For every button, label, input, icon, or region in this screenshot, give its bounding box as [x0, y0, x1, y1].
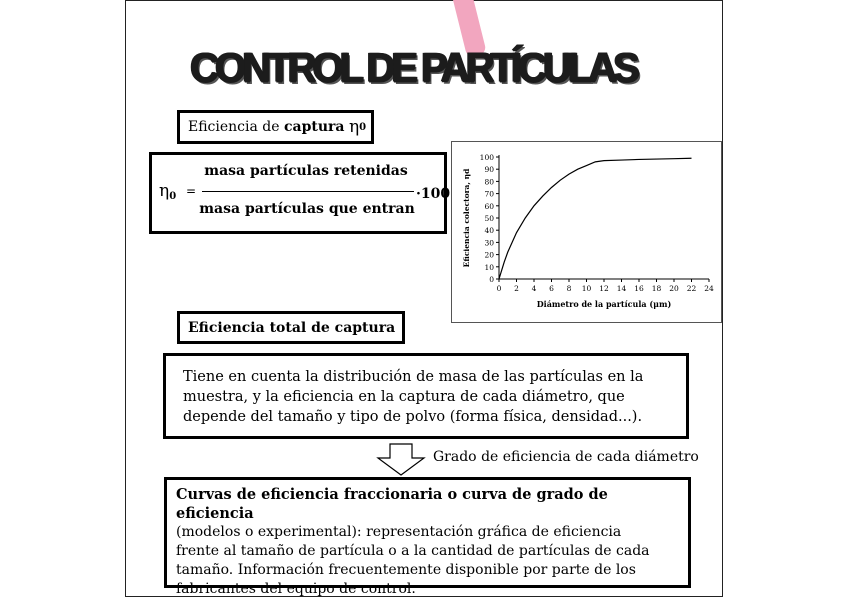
x-tick-label: 2	[514, 284, 519, 293]
y-tick-label: 60	[484, 201, 494, 211]
total-efficiency-label: Eficiencia total de captura	[177, 311, 405, 344]
efficiency-line	[499, 158, 692, 279]
y-tick-label: 90	[484, 165, 494, 175]
formula-equals: =	[186, 184, 197, 198]
curves-line: fabricantes del equipo de control.	[176, 581, 416, 597]
curves-line: tamaño. Información frecuentemente disponible por parte de los	[176, 562, 636, 578]
x-tick-label: 8	[566, 284, 572, 293]
curves-lead: Curvas de eficiencia fraccionaria o curva de grado de eficiencia	[176, 486, 608, 522]
x-tick-label: 12	[599, 284, 609, 293]
description-line: muestra, y la eficiencia en la captura de cada diámetro, que	[183, 389, 625, 405]
curves-line: (modelos o experimental): representación gráfica de eficiencia	[176, 524, 622, 540]
efficiency-chart	[451, 141, 722, 323]
eta-symbol: η	[348, 117, 360, 137]
eta-subscript: 0	[359, 121, 367, 133]
x-axis-label: Diámetro de la partícula (μm)	[536, 299, 672, 309]
x-tick-label: 16	[634, 284, 644, 293]
description-line: depende del tamaño y tipo de polvo (forma física, densidad...).	[183, 409, 643, 425]
x-tick-label: 4	[531, 284, 537, 293]
efficiency-label-box	[177, 110, 374, 144]
y-tick-label: 70	[484, 189, 494, 199]
x-tick-label: 22	[686, 284, 697, 293]
formula-eta: η0	[159, 181, 177, 202]
x-tick-label: 18	[651, 284, 662, 293]
x-tick-label: 0	[496, 284, 502, 293]
x-tick-label: 14	[616, 284, 627, 293]
formula-denominator: masa partículas que entran	[199, 201, 415, 217]
y-tick-label: 20	[484, 250, 494, 260]
formula-box	[149, 152, 451, 234]
formula-multiplier: ·100	[416, 186, 451, 202]
y-tick-label: 50	[484, 214, 494, 223]
y-tick-label: 10	[484, 262, 494, 272]
efficiency-label-prefix: Eficiencia de	[188, 119, 280, 135]
formula-numerator: masa partículas retenidas	[204, 163, 408, 179]
down-arrow-icon	[376, 443, 426, 477]
y-tick-label: 100	[479, 153, 494, 162]
curves-box	[164, 477, 691, 597]
description-line: Tiene en cuenta la distribución de masa de las partículas en la	[183, 369, 644, 385]
y-tick-label: 80	[484, 177, 494, 187]
x-tick-label: 20	[669, 284, 679, 293]
description-box	[163, 353, 689, 439]
fraction-line	[202, 191, 414, 192]
page-title: CONTROL DE PARTÍCULAS	[190, 44, 636, 91]
x-tick-label: 10	[581, 284, 592, 293]
y-axis-label: Eficiencia colectora, ηd	[462, 168, 471, 268]
efficiency-label-bold: captura	[284, 119, 345, 135]
y-tick-label: 40	[484, 226, 494, 236]
x-tick-label: 6	[549, 284, 554, 293]
y-tick-label: 0	[489, 275, 494, 284]
chart-svg	[452, 142, 723, 324]
grade-label: Grado de eficiencia de cada diámetro	[433, 449, 699, 465]
y-tick-label: 30	[484, 238, 494, 248]
x-tick-label: 24	[704, 284, 714, 293]
curves-line: frente al tamaño de partícula o a la cantidad de partículas de cada	[176, 543, 650, 559]
